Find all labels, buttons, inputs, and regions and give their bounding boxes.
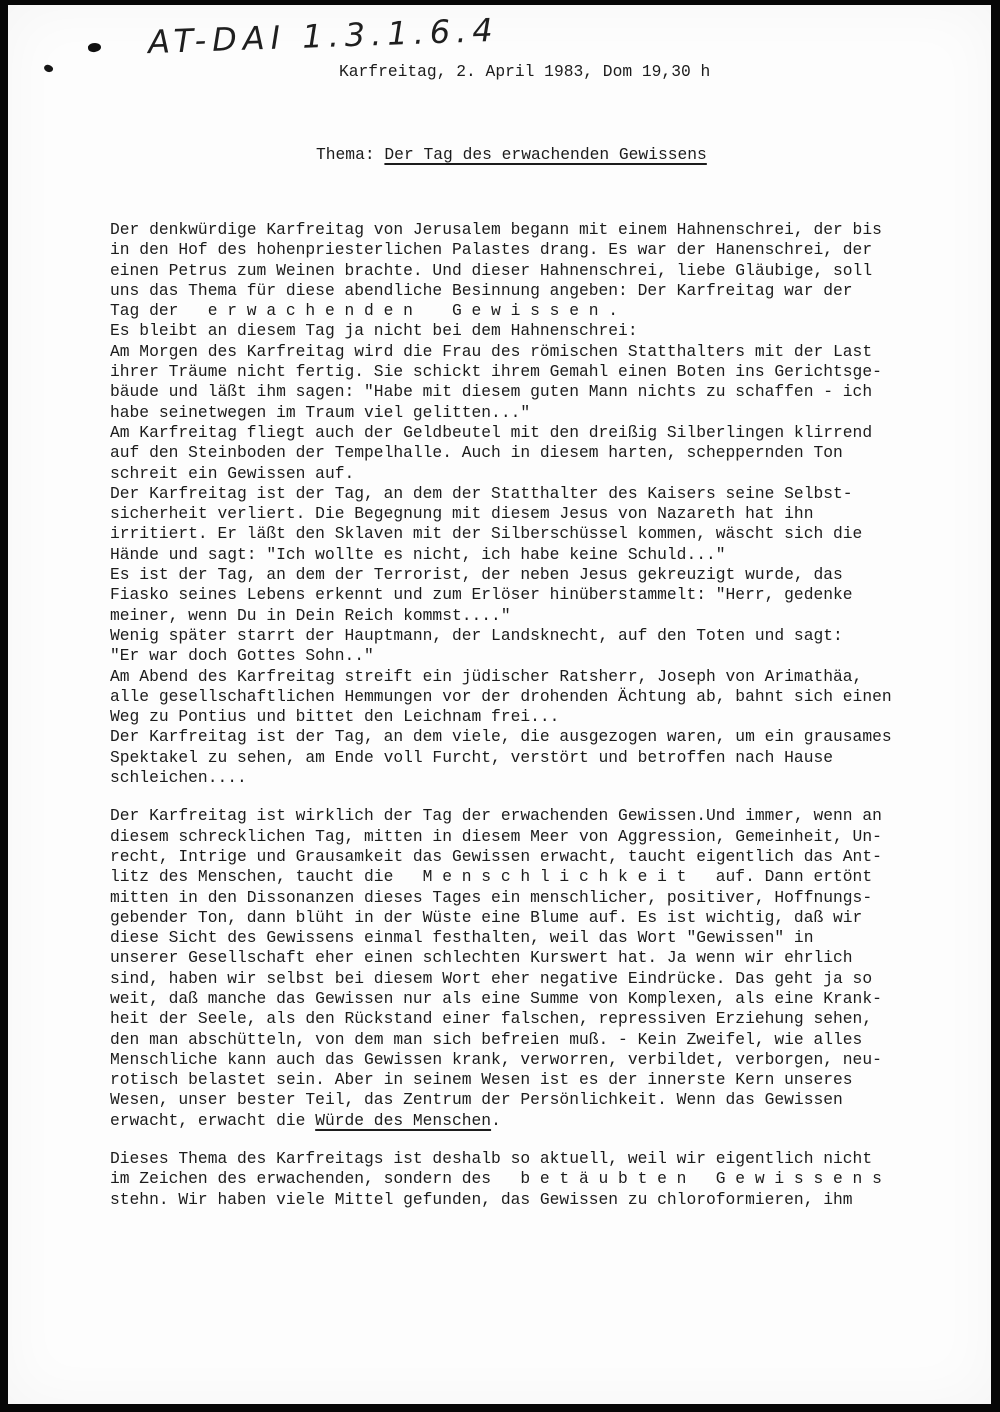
text-segment: Tag der e r w a c h e n d e n G e w i s s e n . [110, 301, 619, 321]
text-segment: Fiasko seines Lebens erkennt und zum Erlöser hinüberstammelt: "Herr, gedenke [110, 585, 853, 605]
text-segment: uns das Thema für diese abendliche Besinnung angeben: Der Karfreitag war der [110, 280, 853, 300]
text-line [110, 1009, 910, 1029]
paragraph [110, 806, 910, 1131]
text-segment: in den Hof des hohenpriesterlichen Palastes drang. Es war der Hanenschrei, der [110, 240, 873, 260]
text-segment: . [491, 1110, 501, 1130]
text-segment: weit, daß manche das Gewissen nur als eine Summe von Komplexen, als eine Krank- [110, 988, 882, 1008]
text-line [110, 504, 910, 524]
text-segment: schreit ein Gewissen auf. [110, 463, 355, 483]
typewritten-body [110, 220, 910, 1228]
text-segment: habe seinetwegen im Traum viel gelitten..." [110, 402, 531, 422]
underlined-text: Würde des Menschen [315, 1110, 492, 1130]
text-line [110, 847, 910, 867]
text-line [110, 707, 910, 727]
text-segment: mitten in den Dissonanzen dieses Tages ein menschlicher, positiver, Hoffnungs- [110, 887, 873, 907]
text-line [110, 928, 910, 948]
text-segment: bäude und läßt ihm sagen: "Habe mit diesem guten Mann nichts zu schaffen - ich [110, 382, 873, 402]
ink-smudge-mark [87, 42, 101, 53]
text-line [110, 646, 910, 666]
text-segment: meiner, wenn Du in Dein Reich kommst...." [110, 605, 511, 625]
text-segment: Am Morgen des Karfreitag wird die Frau des römischen Statthalters mit der Last [110, 341, 873, 361]
paragraph [110, 220, 910, 788]
text-segment: schleichen.... [110, 768, 247, 788]
text-line [110, 342, 910, 362]
date-heading: Karfreitag, 2. April 1983, Dom 19,30 h [339, 62, 711, 81]
text-segment: recht, Intrige und Grausamkeit das Gewissen erwacht, taucht eigentlich das Ant- [110, 846, 882, 866]
text-line [110, 908, 910, 928]
text-line [110, 1169, 910, 1189]
text-segment: Es bleibt an diesem Tag ja nicht bei dem Hahnenschrei: [110, 321, 638, 341]
text-line [110, 464, 910, 484]
text-line [110, 565, 910, 585]
text-line [110, 1070, 910, 1090]
text-segment: Der Karfreitag ist der Tag, an dem viele, die ausgezogen waren, um ein grausames [110, 727, 892, 747]
text-line [110, 1149, 910, 1169]
text-segment: im Zeichen des erwachenden, sondern des b e t ä u b t e n G e w i s s e n s [110, 1169, 882, 1189]
text-segment: einen Petrus zum Weinen brachte. Und dieser Hahnenschrei, liebe Gläubige, soll [110, 260, 873, 280]
text-line [110, 362, 910, 382]
text-segment: diesem schrecklichen Tag, mitten in diesem Meer von Aggression, Gemeinheit, Un- [110, 826, 882, 846]
text-line [110, 382, 910, 402]
text-segment: Wesen, unser bester Teil, das Zentrum der Persönlichkeit. Wenn das Gewissen [110, 1090, 843, 1110]
text-segment: erwacht, erwacht die [110, 1110, 316, 1130]
text-segment: alle gesellschaftlichen Hemmungen vor der drohenden Ächtung ab, bahnt sich einen [110, 686, 892, 706]
text-line [110, 484, 910, 504]
text-segment: heit der Seele, als den Rückstand einer falschen, repressiven Erziehung sehen, [110, 1009, 873, 1029]
paragraph [110, 1149, 910, 1210]
text-segment: stehn. Wir haben viele Mittel gefunden, das Gewissen zu chloroformieren, ihm [110, 1189, 853, 1209]
thema-title: Der Tag des erwachenden Gewissens [384, 145, 707, 164]
text-line [110, 888, 910, 908]
thema-heading [316, 145, 707, 165]
text-segment: irritiert. Er läßt den Sklaven mit der Silberschüssel kommen, wäscht sich die [110, 524, 863, 544]
text-line [110, 240, 910, 260]
text-segment: auf den Steinboden der Tempelhalle. Auch in diesem harten, scheppernden Ton [110, 443, 843, 463]
text-segment: Hände und sagt: "Ich wollte es nicht, ich habe keine Schuld..." [110, 544, 726, 564]
text-segment: den man abschütteln, von dem man sich befreien muß. - Kein Zweifel, wie alles [110, 1029, 863, 1049]
handwritten-archive-annotation: AT-DAI 1.3.1.6.4 [147, 10, 500, 62]
ink-dot-mark [43, 63, 54, 74]
text-line [110, 727, 910, 747]
text-line [110, 1090, 910, 1110]
text-segment: ihrer Träume nicht fertig. Sie schickt ihrem Gemahl einen Boten ins Gerichtsge- [110, 362, 882, 382]
text-segment: Dieses Thema des Karfreitags ist deshalb so aktuell, weil wir eigentlich nicht [110, 1149, 873, 1169]
text-line [110, 667, 910, 687]
text-line [110, 626, 910, 646]
text-line [110, 423, 910, 443]
text-segment: Spektakel zu sehen, am Ende voll Furcht, verstört und betroffen nach Hause [110, 747, 834, 767]
text-segment: Am Karfreitag fliegt auch der Geldbeutel mit den dreißig Silberlingen klirrend [110, 422, 873, 442]
text-segment: sicherheit verliert. Die Begegnung mit diesem Jesus von Nazareth hat ihn [110, 504, 814, 524]
text-line [110, 281, 910, 301]
text-segment: Menschliche kann auch das Gewissen krank, verworren, verbildet, verborgen, neu- [110, 1049, 882, 1069]
text-line [110, 606, 910, 626]
text-line [110, 1190, 910, 1210]
text-segment: Der denkwürdige Karfreitag von Jerusalem begann mit einem Hahnenschrei, der bis [110, 220, 882, 239]
text-line [110, 768, 910, 788]
text-segment: litz des Menschen, taucht die M e n s c h l i c h k e i t auf. Dann ertönt [110, 867, 873, 887]
text-line [110, 443, 910, 463]
text-segment: Der Karfreitag ist der Tag, an dem der Statthalter des Kaisers seine Selbst- [110, 483, 853, 503]
text-segment: unserer Gesellschaft eher einen schlechten Kurswert hat. Ja wenn wir ehrlich [110, 948, 853, 968]
text-segment: Der Karfreitag ist wirklich der Tag der erwachenden Gewissen.Und immer, wenn an [110, 806, 882, 826]
text-line [110, 261, 910, 281]
text-segment: diese Sicht des Gewissens einmal festhalten, weil das Wort "Gewissen" in [110, 928, 814, 948]
text-segment: gebender Ton, dann blüht in der Wüste eine Blume auf. Es ist wichtig, daß wir [110, 907, 863, 927]
text-line [110, 403, 910, 423]
text-line [110, 687, 910, 707]
text-line [110, 524, 910, 544]
text-segment: rotisch belastet sein. Aber in seinem Wesen ist es der innerste Kern unseres [110, 1070, 853, 1090]
text-line [110, 301, 910, 321]
text-line [110, 748, 910, 768]
text-line [110, 827, 910, 847]
text-line [110, 806, 910, 826]
thema-label: Thema: [316, 145, 385, 164]
text-line [110, 321, 910, 341]
text-line [110, 220, 910, 240]
text-line [110, 969, 910, 989]
text-line [110, 585, 910, 605]
text-segment: Weg zu Pontius und bittet den Leichnam frei... [110, 707, 560, 727]
text-line [110, 948, 910, 968]
text-line [110, 1111, 910, 1131]
text-line [110, 1030, 910, 1050]
text-segment: Es ist der Tag, an dem der Terrorist, der neben Jesus gekreuzigt wurde, das [110, 565, 843, 585]
text-line [110, 545, 910, 565]
text-segment: "Er war doch Gottes Sohn.." [110, 646, 374, 666]
text-line [110, 1050, 910, 1070]
text-segment: Am Abend des Karfreitag streift ein jüdischer Ratsherr, Joseph von Arimathäa, [110, 666, 863, 686]
text-line [110, 989, 910, 1009]
text-segment: sind, haben wir selbst bei diesem Wort eher negative Eindrücke. Das geht ja so [110, 968, 873, 988]
text-segment: Wenig später starrt der Hauptmann, der Landsknecht, auf den Toten und sagt: [110, 625, 843, 645]
scanned-page [8, 5, 991, 1404]
text-line [110, 867, 910, 887]
